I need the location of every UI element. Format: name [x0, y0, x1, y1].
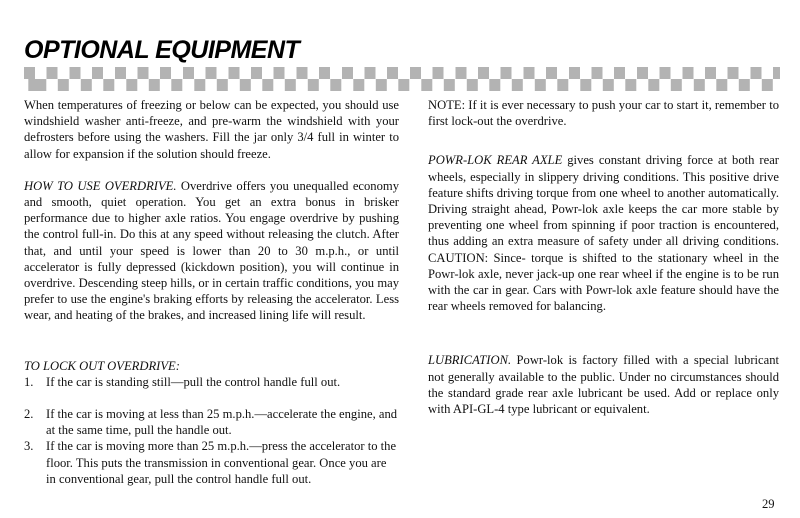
- step-number: 2.: [24, 407, 34, 422]
- powrlok-paragraph: [428, 152, 779, 314]
- left-column: [24, 97, 399, 487]
- checker-row: [24, 79, 780, 91]
- right-column: [428, 97, 779, 417]
- powrlok-heading: POWR-LOK REAR AXLE: [428, 153, 563, 168]
- washer-paragraph: When temperatures of freezing or below can be expected, you should use windshield washer anti-freeze, and pre-warm the windshield with your defrosters before using the washers. Fill the jar only 3/4 full in winter to allow for expansion if the solution should freeze.: [24, 98, 399, 161]
- page-title: OPTIONAL EQUIPMENT: [24, 36, 300, 64]
- list-item: [24, 438, 399, 487]
- powrlok-text: gives constant driving force at both rear wheels, especially in slippery driving conditions. This positive drive feature shifts driving torque from one wheel to another automatically. Driving straight ahead, Powr-lok axle keeps the car more stable by preventing one wheel from spinning if poor traction is encountered, thus adding an extra measure of safety under all driving conditions. CAUTION: Since- torque is shifted to the stationary wheel in the Powr-lok axle, never jack-up one rear wheel if the engine is to be run with the car in gear. Cars with Powr-lok axle feature should have the rear wheels removed for balancing.: [428, 153, 779, 314]
- lockout-heading: TO LOCK OUT OVERDRIVE:: [24, 358, 180, 373]
- lubrication-heading: LUBRICATION.: [428, 353, 512, 368]
- lockout-steps: [24, 374, 399, 487]
- checkered-banner: [24, 67, 780, 91]
- step-text: If the car is standing still—pull the control handle full out.: [46, 374, 341, 389]
- overdrive-paragraph: [24, 178, 399, 324]
- overdrive-heading: HOW TO USE OVERDRIVE.: [24, 178, 177, 193]
- lubrication-paragraph: [428, 352, 779, 417]
- step-number: 3.: [24, 439, 34, 454]
- checker-row: [24, 67, 780, 79]
- list-item: [24, 374, 399, 390]
- page-number: 29: [762, 497, 775, 511]
- step-text: If the car is moving at less than 25 m.p.h.—accelerate the engine, and at the same time, pull the handle out.: [46, 407, 398, 438]
- list-item: [24, 406, 399, 438]
- overdrive-text: Overdrive offers you unequalled economy and smooth, quiet operation. You get an extra bonus in brisker performance due to higher axle ratios. You engage overdrive by pushing the control full-in. Do this at any speed without releasing the clutch. After that, and until your speed is lower than 20 to 30 m.p.h., or until accelerator is fully depressed (kickdown position), you will continue in overdrive. Descending steep hills, or in certain traffic conditions, you may prefer to use the engine's braking efforts by releasing the accelerator. Less wear, and heating of the brakes, and increased lining life will result.: [24, 178, 399, 323]
- step-text: If the car is moving more than 25 m.p.h.—press the accelerator to the floor. This puts the transmission in conventional gear. Once you are in conventional gear, pull the control handle full out.: [46, 439, 397, 486]
- step-number: 1.: [24, 374, 34, 389]
- note-paragraph: NOTE: If it is ever necessary to push your car to start it, remember to first lock-out the overdrive.: [428, 98, 779, 129]
- lubrication-text: Powr-lok is factory filled with a special lubricant not generally available to the public. Under no circumstances should the standard grade rear axle lubricant be used. Add or replace only with API-GL-4 type lubricant or equivalent.: [428, 353, 779, 417]
